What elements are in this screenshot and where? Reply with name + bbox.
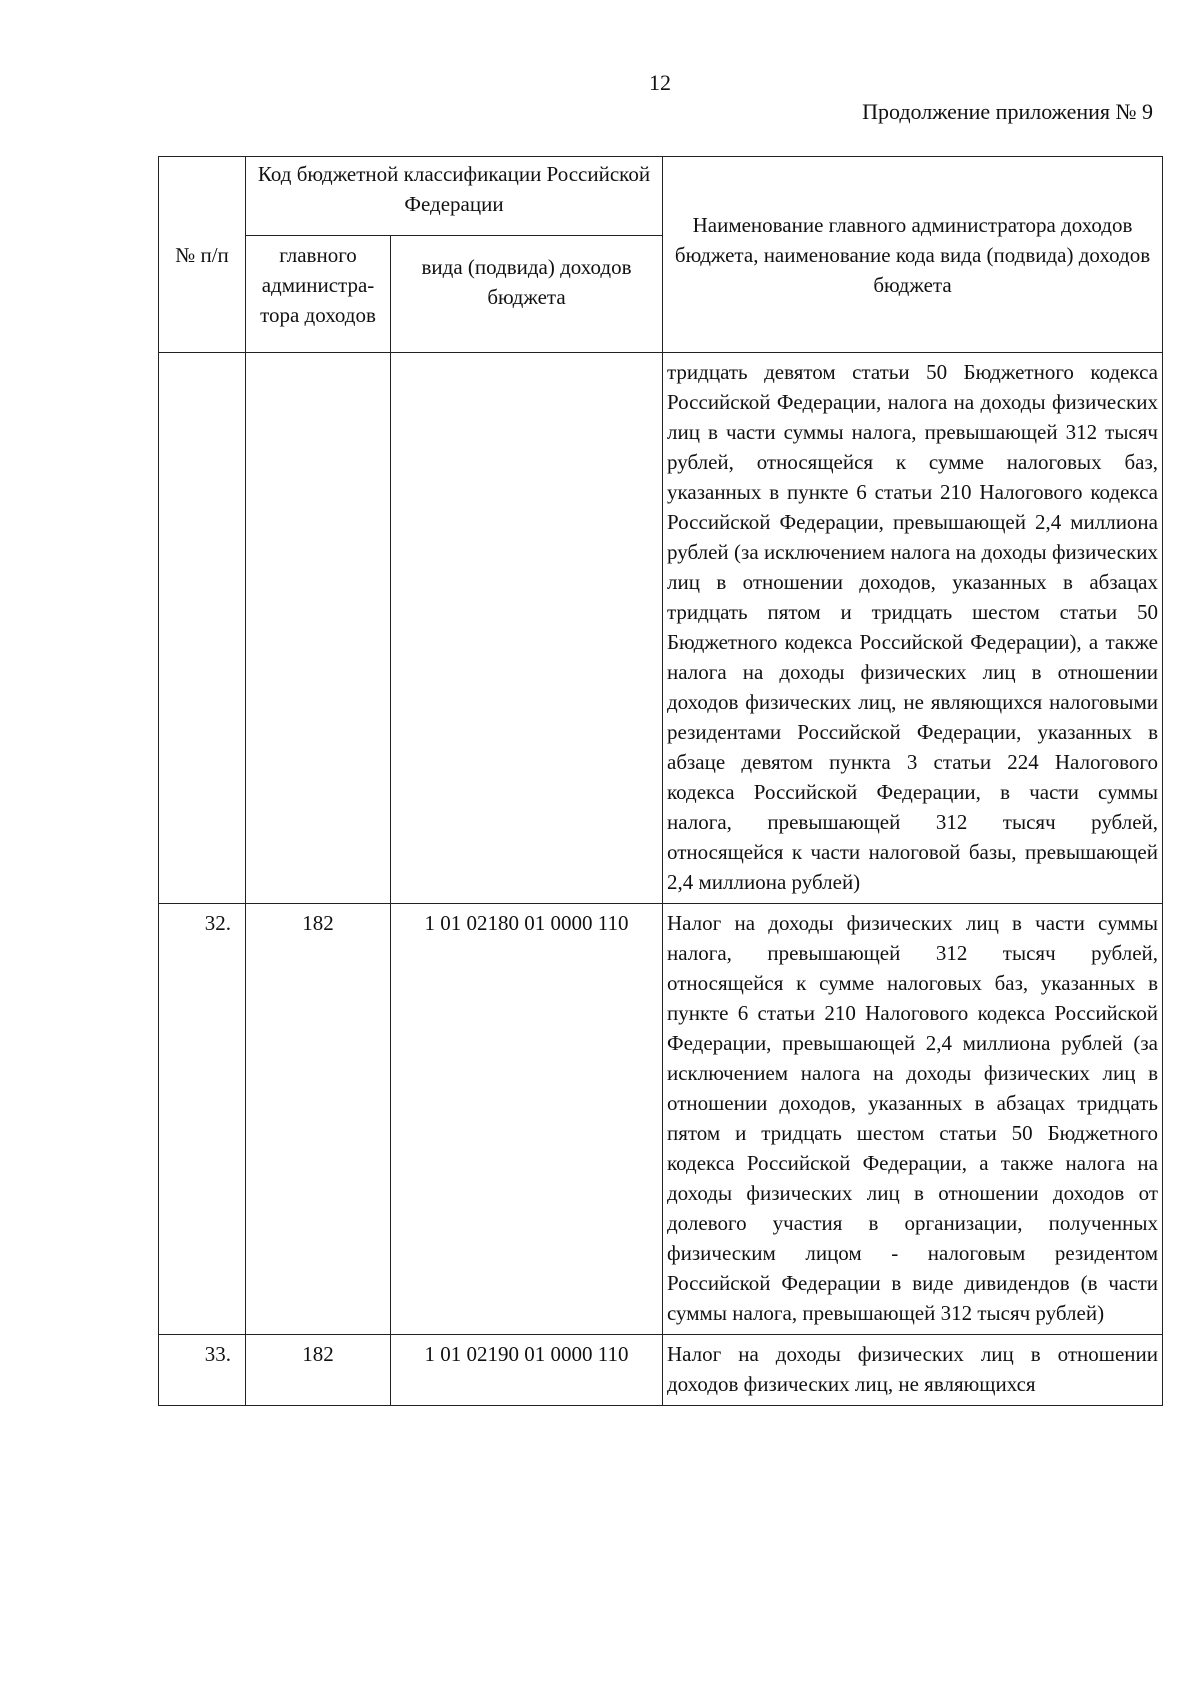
row-num <box>159 353 246 904</box>
header-code: вида (подвида) доходов бюджета <box>391 236 663 353</box>
row-num: 33. <box>159 1335 246 1406</box>
header-name: Наименование главного администратора доходов бюджета, наименование кода вида (подвида) доходов бюджета <box>663 157 1163 353</box>
row-name: тридцать девятом статьи 50 Бюджетного кодекса Российской Федерации, налога на доходы физических лиц в части суммы налога, превышающей 312 тысяч рублей, относящейся к сумме налоговых баз, указанных в пункте 6 статьи 210 Налогового кодекса Российской Федерации, превышающей 2,4 миллиона рублей (за исключением налога на доходы физических лиц в отношении доходов, указанных в абзацах тридцать пятом и тридцать шестом статьи 50 Бюджетного кодекса Российской Федерации), а также налога на доходы физических лиц в отношении доходов физических лиц, не являющихся налоговыми резидентами Российской Федерации, указанных в абзаце девятом пункта 3 статьи 224 Налогового кодекса Российской Федерации, в части суммы налога, превышающей 312 тысяч рублей, относящейся к части налоговой базы, превышающей 2,4 миллиона рублей) <box>663 353 1163 904</box>
row-admin-code <box>246 353 391 904</box>
header-code-group: Код бюджетной классификации Российской Федерации <box>246 157 663 236</box>
table-row <box>159 904 1163 1335</box>
row-name: Налог на доходы физических лиц в части суммы налога, превышающей 312 тысяч рублей, относящейся к сумме налоговых баз, указанных в пункте 6 статьи 210 Налогового кодекса Российской Федерации, превышающей 2,4 миллиона рублей (за исключением налога на доходы физических лиц в отношении доходов, указанных в абзацах тридцать пятом и тридцать шестом статьи 50 Бюджетного кодекса Российской Федерации, а также налога на доходы физических лиц в отношении доходов от долевого участия в организации, полученных физическим лицом - налоговым резидентом Российской Федерации в виде дивидендов (в части суммы налога, превышающей 312 тысяч рублей) <box>663 904 1163 1335</box>
row-income-code: 1 01 02180 01 0000 110 <box>391 904 663 1335</box>
header-admin: главного администра-тора доходов <box>246 236 391 353</box>
table-header <box>159 157 1163 353</box>
budget-classification-table <box>158 156 1163 1406</box>
header-num: № п/п <box>159 157 246 353</box>
page-number: 12 <box>649 70 671 95</box>
row-admin-code: 182 <box>246 904 391 1335</box>
row-income-code: 1 01 02190 01 0000 110 <box>391 1335 663 1406</box>
table-row <box>159 353 1163 904</box>
row-num: 32. <box>159 904 246 1335</box>
table-body <box>159 353 1163 1406</box>
header-row-top <box>159 157 1163 236</box>
row-admin-code: 182 <box>246 1335 391 1406</box>
continuation-label: Продолжение приложения № 9 <box>862 99 1153 124</box>
row-income-code <box>391 353 663 904</box>
row-name: Налог на доходы физических лиц в отношении доходов физических лиц, не являющихся <box>663 1335 1163 1406</box>
table-row <box>159 1335 1163 1406</box>
